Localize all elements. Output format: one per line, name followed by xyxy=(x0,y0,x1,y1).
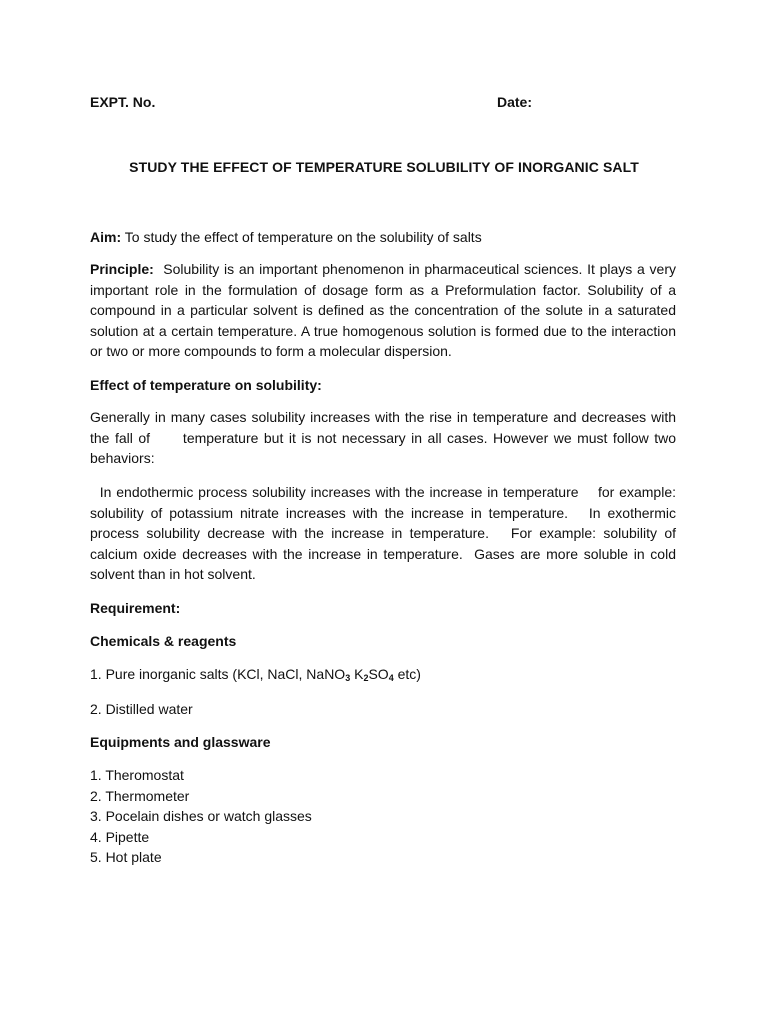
chemicals-heading: Chemicals & reagents xyxy=(90,633,237,649)
aim-label: Aim: xyxy=(90,229,122,245)
chemical-item-salts-prefix: 1. Pure inorganic salts (KCl, NaCl, NaNO xyxy=(90,666,346,682)
list-item: 3. Pocelain dishes or watch glasses xyxy=(90,808,312,825)
equipment-heading: Equipments and glassware xyxy=(90,734,271,750)
principle-label: Principle: xyxy=(90,261,154,277)
aim-paragraph xyxy=(90,227,676,248)
principle-paragraph xyxy=(90,259,680,362)
expt-no-label: EXPT. No. xyxy=(90,94,156,110)
chemical-item-salts-mid2: SO xyxy=(368,666,389,682)
requirement-heading: Requirement: xyxy=(90,600,181,616)
chemical-item-salts-mid: K xyxy=(350,666,364,682)
endothermic-paragraph: In endothermic process solubility increases with the increase in temperature for example: solubility of potassium nitrate increases with the increase in temperature. In exothermic process solubility decrease with the increase in temperature. For example: solubility of calcium oxide decreases with the increase in temperature. Gases are more soluble in cold solvent than in hot solvent. xyxy=(90,484,680,583)
equipment-list xyxy=(90,765,676,868)
page-title: STUDY THE EFFECT OF TEMPERATURE SOLUBILITY OF INORGANIC SALT xyxy=(129,159,639,175)
effect-heading: Effect of temperature on solubility: xyxy=(90,377,322,393)
chemical-item-salts-suffix: etc) xyxy=(393,666,421,682)
aim-text: To study the effect of temperature on the solubility of salts xyxy=(121,229,482,245)
chemical-sub-3: 3 xyxy=(345,673,351,683)
principle-text: Solubility is an important phenomenon in pharmaceutical sciences. It plays a very important role in the formulation of dosage form as a Preformulation factor. Solubility of a compound in a particular solvent is defined as the concentration of the solute in a saturated solution at a certain temperature. A true homogenous solution is formed due to the interaction or two or more compounds to form a molecular dispersion. xyxy=(90,261,680,360)
list-item: 2. Thermometer xyxy=(90,787,190,804)
chemical-sub-2: 2 xyxy=(363,673,369,683)
chemical-item-salts xyxy=(90,664,676,689)
effect-paragraph: Generally in many cases solubility increases with the rise in temperature and decreases with the fall of temperature but it is not necessary in all cases. However we must follow two behaviors: xyxy=(90,409,680,467)
date-label: Date: xyxy=(497,94,533,110)
list-item: 5. Hot plate xyxy=(90,849,162,866)
list-item: 1. Theromostat xyxy=(90,767,184,783)
header-row xyxy=(90,94,676,114)
list-item: 4. Pipette xyxy=(90,828,150,845)
chemical-sub-4: 4 xyxy=(388,673,394,683)
chemical-item-water: 2. Distilled water xyxy=(90,701,193,717)
